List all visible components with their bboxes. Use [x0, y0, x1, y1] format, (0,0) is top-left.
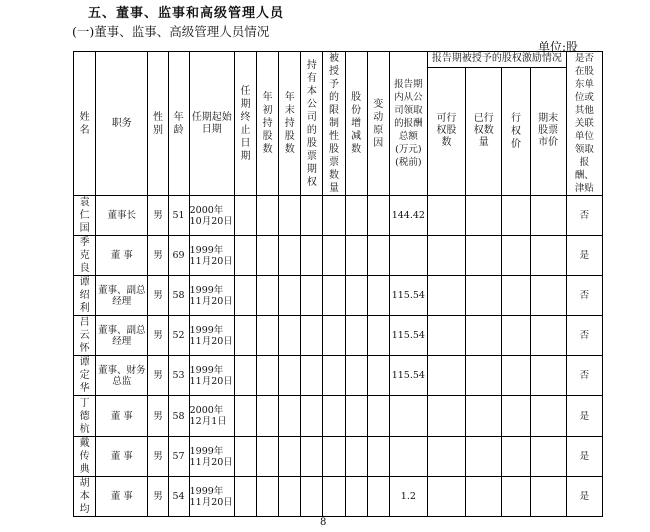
- header-shares-end: 年末持股数: [279, 52, 301, 196]
- cell-options-exercised: [466, 236, 502, 276]
- cell-remuneration: [389, 236, 427, 276]
- cell-age: 58: [168, 396, 189, 437]
- cell-age: 57: [168, 437, 189, 477]
- cell-options-held: [301, 437, 323, 477]
- cell-gender: 男: [148, 477, 168, 517]
- cell-closing-price: [530, 196, 566, 236]
- page-number: 8: [320, 517, 327, 528]
- header-options-exercised: 已行权数量: [466, 67, 502, 195]
- cell-options-exercised: [466, 477, 502, 517]
- cell-term-start: 2000年10月20日: [189, 196, 234, 236]
- cell-options-exercisable: [427, 276, 465, 316]
- cell-term-start: 2000年12月1日: [189, 396, 234, 437]
- cell-restricted-granted: [323, 316, 345, 356]
- cell-age: 69: [168, 236, 189, 276]
- cell-share-change: [345, 196, 367, 236]
- header-change-reason: 变动原因: [367, 52, 389, 196]
- cell-closing-price: [530, 276, 566, 316]
- cell-related-party-pay: 否: [566, 276, 602, 316]
- cell-gender: 男: [148, 196, 168, 236]
- cell-share-change: [345, 396, 367, 437]
- cell-position: 董事、副总经理: [96, 276, 148, 316]
- cell-options-exercisable: [427, 477, 465, 517]
- cell-term-end: [234, 356, 256, 396]
- header-gender: 性别: [148, 52, 168, 196]
- cell-share-change: [345, 276, 367, 316]
- cell-change-reason: [367, 236, 389, 276]
- cell-remuneration: [389, 396, 427, 437]
- cell-name: 吕云怀: [74, 316, 96, 356]
- cell-name: 季克良: [74, 236, 96, 276]
- cell-term-end: [234, 477, 256, 517]
- table-row: [74, 276, 603, 316]
- cell-restricted-granted: [323, 356, 345, 396]
- cell-age: 53: [168, 356, 189, 396]
- cell-shares-begin: [257, 236, 279, 276]
- cell-options-held: [301, 396, 323, 437]
- header-remuneration: 报告期内从公司领取的报酬总额(万元)(税前): [389, 52, 427, 196]
- cell-restricted-granted: [323, 236, 345, 276]
- cell-restricted-granted: [323, 477, 345, 517]
- cell-share-change: [345, 316, 367, 356]
- cell-options-exercised: [466, 356, 502, 396]
- cell-name: 谭定华: [74, 356, 96, 396]
- cell-share-change: [345, 437, 367, 477]
- cell-related-party-pay: 否: [566, 196, 602, 236]
- cell-shares-end: [279, 356, 301, 396]
- cell-name: 胡本均: [74, 477, 96, 517]
- cell-exercise-price: [502, 196, 530, 236]
- header-restricted-granted: 被授予的限制性股票数量: [323, 52, 345, 196]
- cell-share-change: [345, 356, 367, 396]
- cell-closing-price: [530, 236, 566, 276]
- cell-options-exercisable: [427, 396, 465, 437]
- header-options-group: 报告期被授予的股权激励情况: [427, 52, 566, 68]
- cell-related-party-pay: 否: [566, 316, 602, 356]
- table-row: [74, 396, 603, 437]
- cell-term-end: [234, 437, 256, 477]
- cell-term-end: [234, 276, 256, 316]
- cell-options-held: [301, 236, 323, 276]
- cell-exercise-price: [502, 477, 530, 517]
- cell-options-exercisable: [427, 356, 465, 396]
- cell-restricted-granted: [323, 396, 345, 437]
- cell-gender: 男: [148, 396, 168, 437]
- cell-shares-end: [279, 396, 301, 437]
- cell-options-exercised: [466, 396, 502, 437]
- cell-options-exercised: [466, 437, 502, 477]
- table-row: [74, 316, 603, 356]
- cell-name: 丁德杭: [74, 396, 96, 437]
- cell-exercise-price: [502, 356, 530, 396]
- cell-age: 58: [168, 276, 189, 316]
- cell-change-reason: [367, 316, 389, 356]
- cell-shares-begin: [257, 396, 279, 437]
- cell-closing-price: [530, 356, 566, 396]
- cell-shares-begin: [257, 196, 279, 236]
- cell-name: 谭绍利: [74, 276, 96, 316]
- cell-shares-end: [279, 236, 301, 276]
- table-row: [74, 196, 603, 236]
- cell-remuneration: 115.54: [389, 276, 427, 316]
- cell-restricted-granted: [323, 437, 345, 477]
- cell-name: 戴传典: [74, 437, 96, 477]
- header-related-party-pay: 是否在股东单位或其他关联单位领取报酬、津贴: [566, 52, 602, 196]
- cell-related-party-pay: 是: [566, 437, 602, 477]
- cell-term-start: 1999年11月20日: [189, 236, 234, 276]
- cell-shares-begin: [257, 316, 279, 356]
- cell-options-exercised: [466, 196, 502, 236]
- unit-label: 单位:股: [538, 40, 579, 54]
- cell-restricted-granted: [323, 276, 345, 316]
- header-position: 职务: [96, 52, 148, 196]
- cell-term-start: 1999年11月20日: [189, 316, 234, 356]
- cell-remuneration: 1.2: [389, 477, 427, 517]
- cell-gender: 男: [148, 276, 168, 316]
- cell-related-party-pay: 否: [566, 356, 602, 396]
- cell-share-change: [345, 477, 367, 517]
- table-row: [74, 356, 603, 396]
- cell-exercise-price: [502, 316, 530, 356]
- cell-term-start: 1999年11月20日: [189, 356, 234, 396]
- cell-options-held: [301, 477, 323, 517]
- header-options-held: 持有本公司的股票期权: [301, 52, 323, 196]
- cell-gender: 男: [148, 356, 168, 396]
- cell-gender: 男: [148, 236, 168, 276]
- cell-position: 董事、财务总监: [96, 356, 148, 396]
- header-shares-begin: 年初持股数: [257, 52, 279, 196]
- cell-shares-end: [279, 437, 301, 477]
- cell-age: 51: [168, 196, 189, 236]
- cell-options-exercisable: [427, 316, 465, 356]
- cell-options-exercisable: [427, 437, 465, 477]
- cell-term-end: [234, 196, 256, 236]
- cell-change-reason: [367, 276, 389, 316]
- cell-age: 54: [168, 477, 189, 517]
- cell-term-end: [234, 236, 256, 276]
- cell-closing-price: [530, 437, 566, 477]
- header-exercise-price: 行权价: [502, 67, 530, 195]
- cell-term-start: 1999年11月20日: [189, 276, 234, 316]
- cell-options-exercised: [466, 276, 502, 316]
- cell-options-held: [301, 356, 323, 396]
- cell-exercise-price: [502, 236, 530, 276]
- cell-age: 52: [168, 316, 189, 356]
- cell-exercise-price: [502, 396, 530, 437]
- cell-exercise-price: [502, 437, 530, 477]
- cell-term-end: [234, 316, 256, 356]
- cell-shares-end: [279, 477, 301, 517]
- header-share-change: 股份增减数: [345, 52, 367, 196]
- cell-gender: 男: [148, 437, 168, 477]
- header-age: 年龄: [168, 52, 189, 196]
- cell-options-exercisable: [427, 196, 465, 236]
- cell-gender: 男: [148, 316, 168, 356]
- cell-position: 董事、副总经理: [96, 316, 148, 356]
- table-row: [74, 477, 603, 517]
- cell-shares-end: [279, 316, 301, 356]
- cell-share-change: [345, 236, 367, 276]
- cell-position: 董事长: [96, 196, 148, 236]
- cell-related-party-pay: 是: [566, 477, 602, 517]
- cell-change-reason: [367, 437, 389, 477]
- cell-position: 董 事: [96, 236, 148, 276]
- cell-closing-price: [530, 477, 566, 517]
- cell-options-held: [301, 276, 323, 316]
- header-name: 姓名: [74, 52, 96, 196]
- cell-options-exercisable: [427, 236, 465, 276]
- cell-change-reason: [367, 196, 389, 236]
- cell-remuneration: [389, 437, 427, 477]
- cell-exercise-price: [502, 276, 530, 316]
- cell-change-reason: [367, 477, 389, 517]
- cell-name: 袁仁国: [74, 196, 96, 236]
- cell-remuneration: 144.42: [389, 196, 427, 236]
- cell-position: 董 事: [96, 437, 148, 477]
- table-row: [74, 437, 603, 477]
- header-term-end: 任期终止日期: [234, 52, 256, 196]
- cell-term-start: 1999年11月20日: [189, 477, 234, 517]
- cell-options-held: [301, 316, 323, 356]
- cell-options-held: [301, 196, 323, 236]
- header-term-start: 任期起始日期: [189, 52, 234, 196]
- cell-position: 董 事: [96, 477, 148, 517]
- cell-shares-begin: [257, 276, 279, 316]
- subsection-title: (一)董事、监事、高级管理人员情况: [72, 24, 270, 39]
- cell-position: 董 事: [96, 396, 148, 437]
- cell-closing-price: [530, 396, 566, 437]
- header-closing-price: 期末股票市价: [530, 67, 566, 195]
- header-options-exercisable: 可行权股数: [427, 67, 465, 195]
- cell-restricted-granted: [323, 196, 345, 236]
- cell-remuneration: 115.54: [389, 316, 427, 356]
- table-row: [74, 236, 603, 276]
- cell-related-party-pay: 是: [566, 396, 602, 437]
- cell-shares-begin: [257, 477, 279, 517]
- cell-change-reason: [367, 356, 389, 396]
- cell-remuneration: 115.54: [389, 356, 427, 396]
- cell-shares-begin: [257, 356, 279, 396]
- cell-shares-begin: [257, 437, 279, 477]
- management-table: [73, 51, 603, 517]
- cell-options-exercised: [466, 316, 502, 356]
- cell-shares-end: [279, 276, 301, 316]
- cell-term-start: 1999年11月20日: [189, 437, 234, 477]
- cell-related-party-pay: 是: [566, 236, 602, 276]
- cell-term-end: [234, 396, 256, 437]
- cell-shares-end: [279, 196, 301, 236]
- cell-change-reason: [367, 396, 389, 437]
- section-title: 五、董事、监事和高级管理人员: [88, 6, 285, 21]
- cell-closing-price: [530, 316, 566, 356]
